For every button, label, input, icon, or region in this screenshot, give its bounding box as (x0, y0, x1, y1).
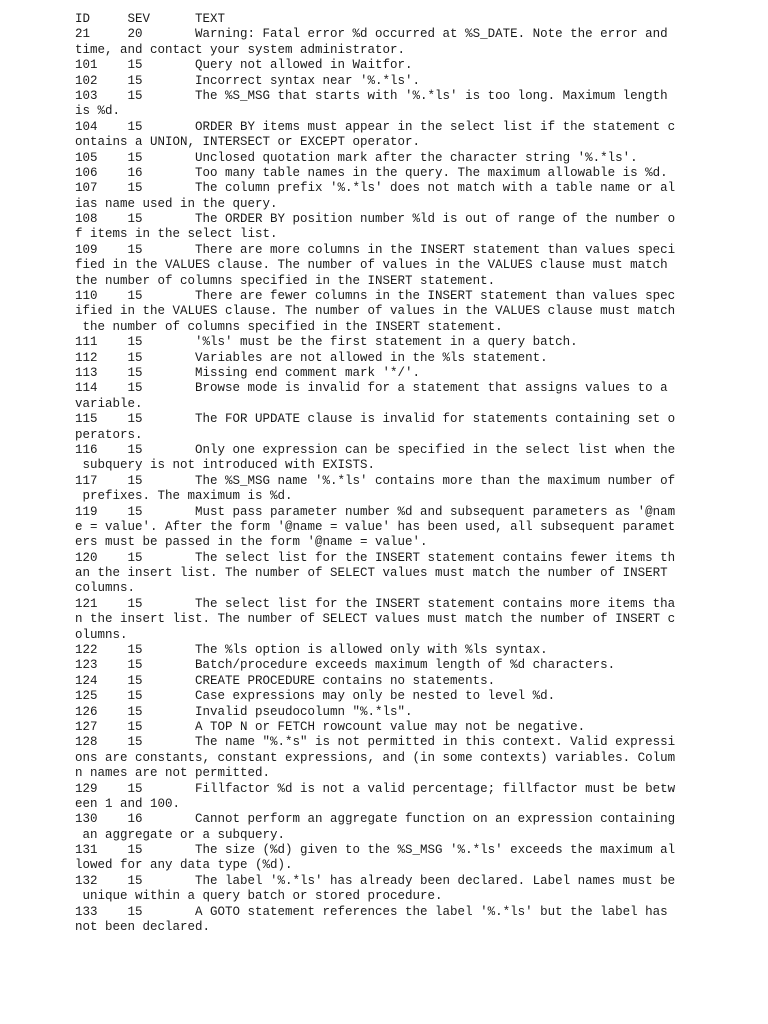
message-text-line: 115 15 The FOR UPDATE clause is invalid for statements containing set o (75, 412, 675, 427)
message-text-line: is %d. (75, 104, 121, 119)
message-text-line: 116 15 Only one expression can be specified in the select list when the (75, 442, 675, 457)
message-text-line: 112 15 Variables are not allowed in the %ls statement. (75, 350, 548, 365)
message-text-line: 129 15 Fillfactor %d is not a valid percentage; fillfactor must be betw (75, 781, 675, 796)
message-text-line: the number of columns specified in the INSERT statement. (75, 273, 496, 288)
message-text-line: 117 15 The %S_MSG name '%.*ls' contains more than the maximum number of (75, 473, 675, 488)
message-text-line: subquery is not introduced with EXISTS. (75, 458, 376, 473)
message-text-line: 123 15 Batch/procedure exceeds maximum length of %d characters. (75, 658, 616, 673)
message-text-line: 105 15 Unclosed quotation mark after the character string '%.*ls'. (75, 150, 638, 165)
message-text-line: 109 15 There are more columns in the INSERT statement than values speci (75, 242, 675, 257)
message-text-line: 110 15 There are fewer columns in the INSERT statement than values spec (75, 289, 675, 304)
message-text-line: 101 15 Query not allowed in Waitfor. (75, 58, 413, 73)
message-text-line: 107 15 The column prefix '%.*ls' does not match with a table name or al (75, 181, 675, 196)
message-text-line: 106 16 Too many table names in the query. The maximum allowable is %d. (75, 165, 668, 180)
message-text-line: 121 15 The select list for the INSERT statement contains more items tha (75, 596, 675, 611)
message-text-line: ias name used in the query. (75, 196, 278, 211)
message-text-line: 133 15 A GOTO statement references the label '%.*ls' but the label has (75, 904, 668, 919)
message-text-line: lowed for any data type (%d). (75, 858, 293, 873)
message-text-line: 124 15 CREATE PROCEDURE contains no statements. (75, 673, 496, 688)
message-text-line: 103 15 The %S_MSG that starts with '%.*ls' is too long. Maximum length (75, 88, 668, 103)
message-text-line: 102 15 Incorrect syntax near '%.*ls'. (75, 73, 421, 88)
message-text-line: an the insert list. The number of SELECT values must match the number of INSERT (75, 566, 668, 581)
message-text-line: 113 15 Missing end comment mark '*/'. (75, 365, 421, 380)
message-text-line: 21 20 Warning: Fatal error %d occurred at %S_DATE. Note the error and (75, 27, 668, 42)
message-text-line: 128 15 The name "%.*s" is not permitted in this context. Valid expressi (75, 735, 675, 750)
message-text-line: 108 15 The ORDER BY position number %ld is out of range of the number o (75, 212, 675, 227)
message-text-line: the number of columns specified in the INSERT statement. (75, 319, 503, 334)
message-text-line: 114 15 Browse mode is invalid for a statement that assigns values to a (75, 381, 668, 396)
message-text-line: fied in the VALUES clause. The number of values in the VALUES clause must match (75, 258, 668, 273)
message-text-line: columns. (75, 581, 136, 596)
message-text-line: n the insert list. The number of SELECT values must match the number of INSERT c (75, 612, 675, 627)
message-text-line: 132 15 The label '%.*ls' has already been declared. Label names must be (75, 873, 675, 888)
message-text-line: 104 15 ORDER BY items must appear in the select list if the statement c (75, 119, 675, 134)
message-text-line: ontains a UNION, INTERSECT or EXCEPT operator. (75, 135, 421, 150)
message-text-line: n names are not permitted. (75, 766, 271, 781)
message-text-line: unique within a query batch or stored procedure. (75, 889, 443, 904)
message-text-line: 119 15 Must pass parameter number %d and subsequent parameters as '@nam (75, 504, 675, 519)
error-message-listing (75, 12, 675, 935)
message-text-line: time, and contact your system administrator. (75, 42, 406, 57)
message-text-line: prefixes. The maximum is %d. (75, 489, 293, 504)
message-text-line: olumns. (75, 627, 128, 642)
message-text-line: ified in the VALUES clause. The number of values in the VALUES clause must match (75, 304, 675, 319)
message-text-line: 127 15 A TOP N or FETCH rowcount value may not be negative. (75, 719, 586, 734)
column-header-line: ID SEV TEXT (75, 12, 226, 26)
message-text-line: f items in the select list. (75, 227, 278, 242)
message-text-line: een 1 and 100. (75, 796, 181, 811)
message-text-line: 125 15 Case expressions may only be nested to level %d. (75, 689, 556, 704)
message-text-line: 126 15 Invalid pseudocolumn "%.*ls". (75, 704, 413, 719)
message-text-line: ers must be passed in the form '@name = value'. (75, 535, 428, 550)
message-text-line: 111 15 '%ls' must be the first statement in a query batch. (75, 335, 578, 350)
message-text-line: 131 15 The size (%d) given to the %S_MSG '%.*ls' exceeds the maximum al (75, 843, 675, 858)
message-text-line: perators. (75, 427, 143, 442)
message-text-line: 130 16 Cannot perform an aggregate function on an expression containing (75, 812, 675, 827)
message-text-line: e = value'. After the form '@name = value' has been used, all subsequent paramet (75, 519, 675, 534)
message-text-line: not been declared. (75, 920, 211, 935)
message-text-line: 120 15 The select list for the INSERT statement contains fewer items th (75, 550, 675, 565)
message-text-line: variable. (75, 396, 143, 411)
message-text-line: an aggregate or a subquery. (75, 827, 286, 842)
message-text-line: 122 15 The %ls option is allowed only with %ls syntax. (75, 643, 548, 658)
message-text-line: ons are constants, constant expressions, and (in some contexts) variables. Colum (75, 750, 675, 765)
